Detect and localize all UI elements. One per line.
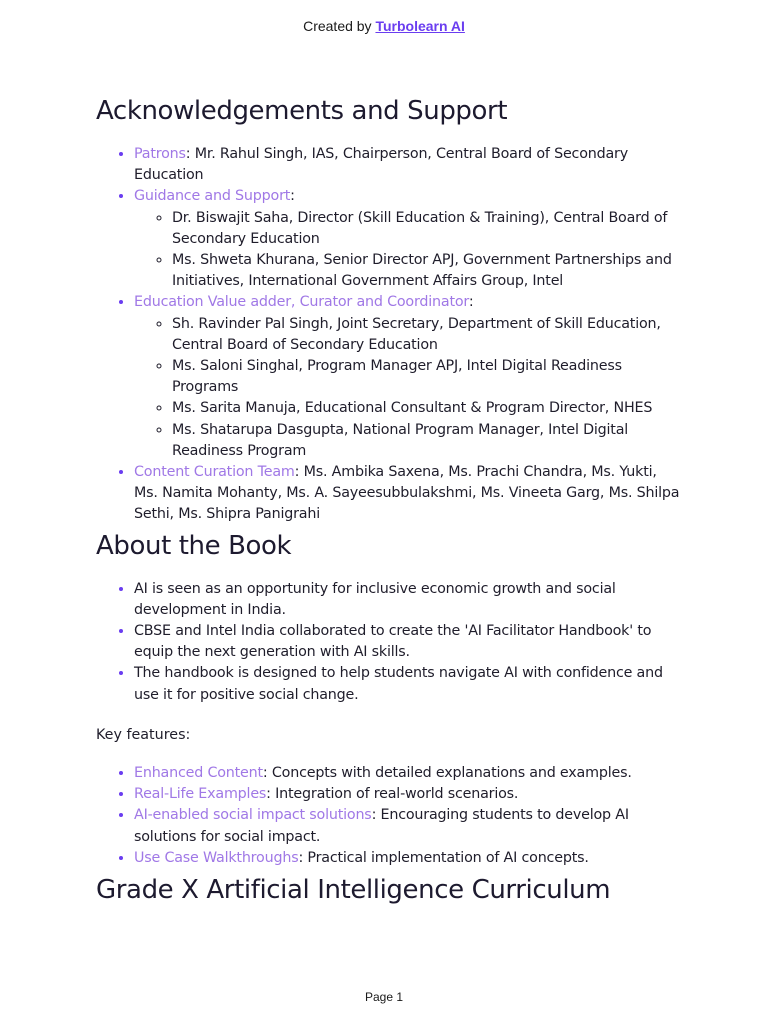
list-item: ◦ Ms. Saloni Singhal, Program Manager APJ, Intel Digital Readiness Programs [172,356,682,398]
list-item: • CBSE and Intel India collaborated to create the 'AI Facilitator Handbook' to equip the next generation with AI skills. [134,621,682,663]
feature-label: Use Case Walkthroughs [134,849,299,866]
content-team-label: Content Curation Team [134,464,295,481]
feature-text: : Integration of real-world scenarios. [266,786,519,803]
feature-label: Enhanced Content [134,765,263,782]
feature-text: : Practical implementation of AI concepts. [298,849,589,866]
list-item: ◦ Ms. Shweta Khurana, Senior Director APJ, Government Partnerships and Initiatives, International Government Affairs Group, Intel [172,250,682,292]
patrons-text: : Mr. Rahul Singh, IAS, Chairperson, Central Board of Secondary Education [134,146,629,184]
list-item: ◦ Dr. Biswajit Saha, Director (Skill Education & Training), Central Board of Secondary Education [172,208,682,250]
list-item: ◦ Sh. Ravinder Pal Singh, Joint Secretary, Department of Skill Education, Central Board of Secondary Education [172,314,682,356]
feature-item [134,805,682,847]
education-item [134,292,682,462]
list-item: • The handbook is designed to help students navigate AI with confidence and use it for positive social change. [134,663,682,705]
acknowledgements-heading: Acknowledgements and Support [96,96,508,126]
guidance-label: Guidance and Support [134,188,291,205]
feature-item [134,784,682,805]
acknowledgements-list [96,144,682,526]
list-item: ◦ Ms. Sarita Manuja, Educational Consultant & Program Director, NHES [172,398,682,419]
guidance-suffix: : [290,188,295,205]
guidance-sublist [134,208,682,293]
key-features-list [96,763,682,869]
content-team-item [134,462,682,526]
guidance-item [134,186,682,292]
education-label: Education Value adder, Curator and Coordinator [134,294,469,311]
content-team-text: : Ms. Ambika Saxena, Ms. Prachi Chandra, Ms. Yukti, Ms. Namita Mohanty, Ms. A. Sayeesubbulakshmi, Ms. Vineeta Garg, Ms. Shilpa Sethi, Ms. Shipra Panigrahi [134,464,680,523]
education-suffix: : [468,294,474,311]
turbolearn-link[interactable]: Turbolearn AI [375,18,465,34]
list-item: ◦ Ms. Shatarupa Dasgupta, National Program Manager, Intel Digital Readiness Program [172,420,682,462]
patrons-label: Patrons [134,146,186,162]
key-features-label: Key features: [96,726,191,743]
feature-label: AI-enabled social impact solutions [134,807,372,824]
feature-label: Real-Life Examples [134,786,267,803]
grade-x-heading: Grade X Artificial Intelligence Curriculum [96,875,611,906]
feature-text: : Concepts with detailed explanations and examples. [262,765,632,782]
feature-item [134,763,682,784]
feature-item [134,848,682,869]
education-sublist [134,314,682,462]
list-item: • AI is seen as an opportunity for inclusive economic growth and social development in India. [134,579,682,621]
patrons-item [134,144,682,186]
document-content [96,94,682,907]
about-book-heading: About the Book [96,530,292,561]
created-by-text: Created by [303,18,372,34]
about-book-list [96,579,682,706]
page-header [0,18,768,34]
feature-text: : Encouraging students to develop AI solutions for social impact. [134,807,629,845]
page-number: Page 1 [364,990,404,1004]
